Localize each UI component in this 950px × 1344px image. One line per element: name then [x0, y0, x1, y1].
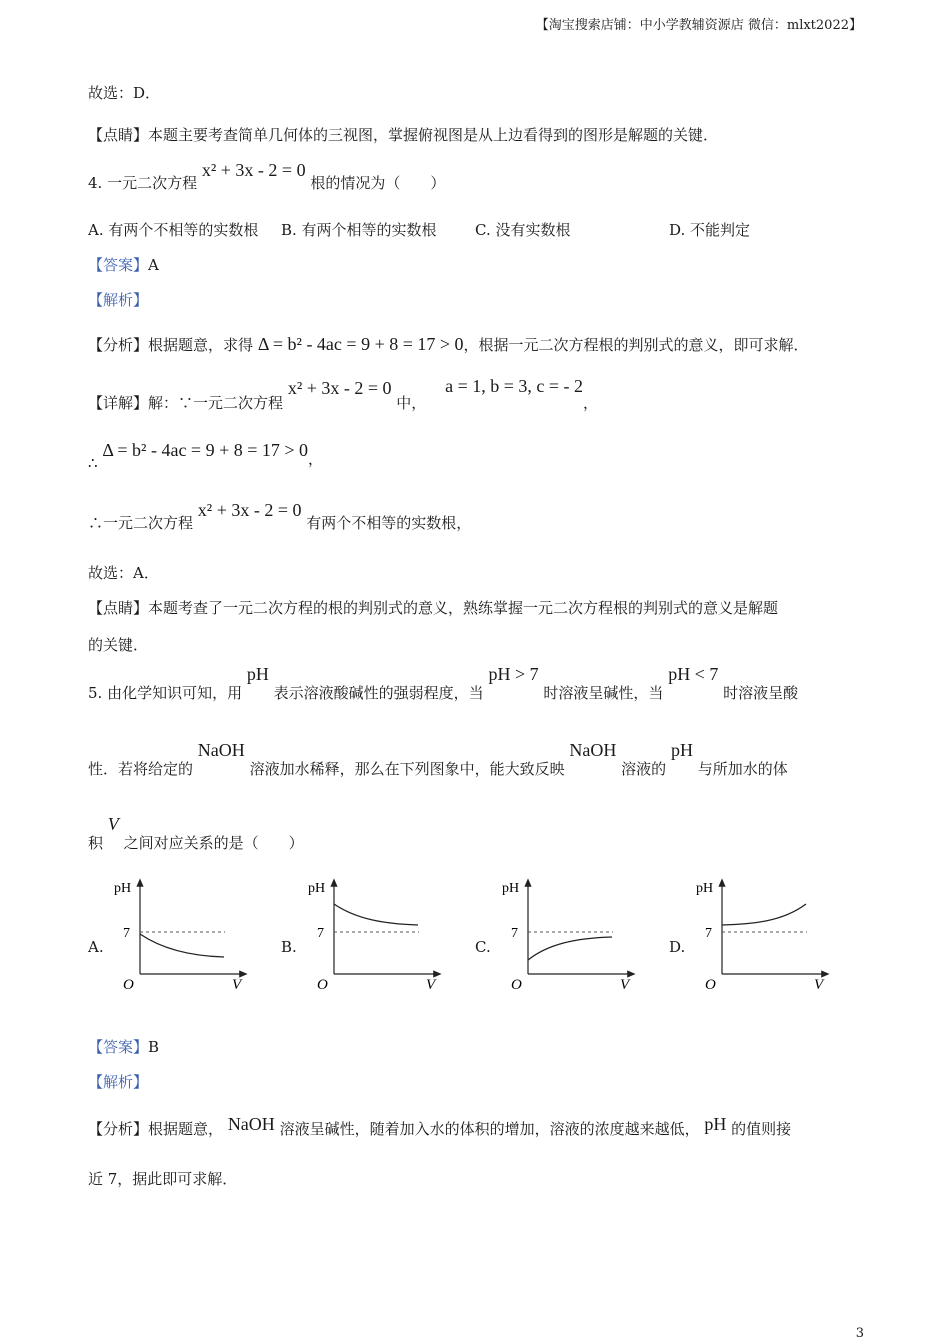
x-label: V — [232, 977, 242, 993]
conclusion-text-2: 有两个不相等的实数根， — [306, 514, 472, 532]
q3-tip — [88, 124, 718, 145]
tip-tag: 【点睛】 — [88, 599, 149, 617]
q5-l2-b: 溶液加水稀释，那么在下列图象中，能大致反映 — [249, 760, 565, 778]
x-label: V — [620, 977, 630, 993]
origin: O — [123, 977, 134, 993]
detail-comma: ， — [583, 394, 599, 412]
q4-option-c: C. 没有实数根 — [475, 221, 571, 239]
origin: O — [511, 977, 522, 993]
ph-lt-7: pH < 7 — [668, 664, 719, 684]
q4-answer — [88, 254, 159, 275]
answer-tag: 【答案】 — [88, 1038, 149, 1056]
q4-option-b: B. 有两个相等的实数根 — [281, 221, 437, 239]
q5-l1-c: 时溶液呈碱性，当 — [543, 684, 664, 702]
page-number: 3 — [855, 1326, 864, 1341]
q4-delta-line — [88, 440, 324, 472]
analyze-tag: 【分析】 — [88, 1120, 149, 1138]
therefore-symbol: ∴ — [88, 454, 98, 472]
q5-l2-d: 与所加水的体 — [697, 760, 788, 778]
detail-text-1: 解：∵一元二次方程 — [148, 394, 284, 412]
answer-value: B — [148, 1038, 160, 1056]
analyze-tag: 【分析】 — [88, 336, 149, 354]
an-a: 根据题意， — [148, 1120, 224, 1138]
an-b: 溶液呈碱性，随着加入水的体积的增加，溶液的浓度越来越低， — [279, 1120, 700, 1138]
q4-stem — [88, 160, 446, 192]
v-italic: V — [107, 814, 119, 834]
x-label: V — [426, 977, 436, 993]
curve-b — [334, 904, 418, 925]
graph-a — [110, 874, 250, 998]
tip-line1-text: 本题考查了一元二次方程的根的判别式的意义，熟练掌握一元二次方程根的判别式的意义是解题 — [148, 599, 779, 617]
q4-conclusion — [88, 500, 472, 532]
naoh-symbol-3: NaOH — [227, 1114, 275, 1134]
conclusion-equation: x² + 3x - 2 = 0 — [197, 500, 302, 520]
ph-symbol-3: pH — [704, 1114, 727, 1134]
graph-b — [304, 874, 444, 998]
delta-comma: ， — [308, 450, 324, 468]
q5-l3-a: 积 — [88, 834, 104, 852]
q5-analyze-line2: 近 7，据此即可求解． — [88, 1170, 238, 1188]
q4-equation: x² + 3x - 2 = 0 — [201, 160, 306, 180]
naoh-symbol-2: NaOH — [569, 740, 617, 760]
ph-gt-7: pH > 7 — [488, 664, 539, 684]
q4-tip-line2: 的关键． — [88, 636, 149, 654]
graph-label-d: D. — [669, 938, 686, 956]
q5-l1-b: 表示溶液酸碱性的强弱程度，当 — [273, 684, 484, 702]
q5-l2-a: 性．若将给定的 — [88, 760, 194, 778]
q4-detail — [88, 376, 599, 412]
detail-tag: 【详解】 — [88, 394, 149, 412]
ph-symbol: pH — [246, 664, 269, 684]
graph-d — [692, 874, 832, 998]
q4-option-a: A. 有两个不相等的实数根 — [88, 221, 259, 239]
page-header: 【淘宝搜索店铺：中小学教辅资源店 微信：mlxt2022】 — [535, 18, 862, 33]
q4-analysis-tag: 【解析】 — [88, 291, 149, 309]
delta-formula: Δ = b² - 4ac = 9 + 8 = 17 > 0 — [102, 440, 309, 460]
tip-text: 本题主要考查简单几何体的三视图，掌握俯视图是从上边看得到的图形是解题的关键． — [148, 126, 719, 144]
analyze-formula: Δ = b² - 4ac = 9 + 8 = 17 > 0 — [257, 334, 464, 354]
naoh-symbol: NaOH — [197, 740, 245, 760]
q5-stem-line3 — [88, 814, 304, 852]
q3-choice: 故选：D． — [88, 84, 161, 102]
q5-l3-b: 之间对应关系的是（ ） — [123, 834, 304, 852]
answer-value: A — [148, 256, 159, 274]
curve-d — [722, 904, 806, 925]
graph-label-a: A. — [88, 938, 104, 956]
origin: O — [705, 977, 716, 993]
tip-tag: 【点睛】 — [88, 126, 149, 144]
analyze-text-2: ，根据一元二次方程根的判别式的意义，即可求解． — [463, 336, 809, 354]
q4-choice: 故选：A． — [88, 564, 159, 582]
tick-7: 7 — [123, 926, 130, 941]
q4-tip-line1 — [88, 597, 778, 618]
graph-label-c: C. — [475, 938, 491, 956]
graph-c — [498, 874, 638, 998]
curve-a — [140, 934, 224, 957]
q4-analyze — [88, 334, 809, 355]
detail-text-2: 中， — [396, 394, 427, 412]
y-label: pH — [114, 881, 132, 896]
q5-l2-c: 溶液的 — [621, 760, 667, 778]
graph-label-b: B. — [281, 938, 297, 956]
y-label: pH — [696, 881, 714, 896]
an-c: 的值则接 — [731, 1120, 792, 1138]
q5-answer — [88, 1036, 159, 1057]
q5-stem-line2 — [88, 740, 788, 778]
v-symbol — [108, 814, 119, 834]
tick-7: 7 — [511, 926, 518, 941]
x-label: V — [814, 977, 824, 993]
y-label: pH — [308, 881, 326, 896]
tick-7: 7 — [317, 926, 324, 941]
ph-symbol-2: pH — [670, 740, 693, 760]
y-label: pH — [502, 881, 520, 896]
answer-tag: 【答案】 — [88, 256, 149, 274]
q5-analyze-line1 — [88, 1114, 792, 1138]
q4-stem-prefix: 4. 一元二次方程 — [88, 174, 198, 192]
detail-coeffs: a = 1, b = 3, c = - 2 — [445, 376, 584, 396]
q5-l1-a: 5. 由化学知识可知，用 — [88, 684, 243, 702]
detail-equation: x² + 3x - 2 = 0 — [287, 378, 392, 398]
q5-stem-line1 — [88, 664, 799, 702]
q5-analysis-tag: 【解析】 — [88, 1073, 149, 1091]
conclusion-text-1: ∴一元二次方程 — [88, 514, 194, 532]
q5-l1-d: 时溶液呈酸 — [723, 684, 799, 702]
q4-stem-suffix: 根的情况为（ ） — [310, 174, 446, 192]
curve-c — [528, 937, 612, 960]
q4-option-d: D. 不能判定 — [669, 221, 751, 239]
tick-7: 7 — [705, 926, 712, 941]
analyze-text-1: 根据题意，求得 — [148, 336, 254, 354]
origin: O — [317, 977, 328, 993]
